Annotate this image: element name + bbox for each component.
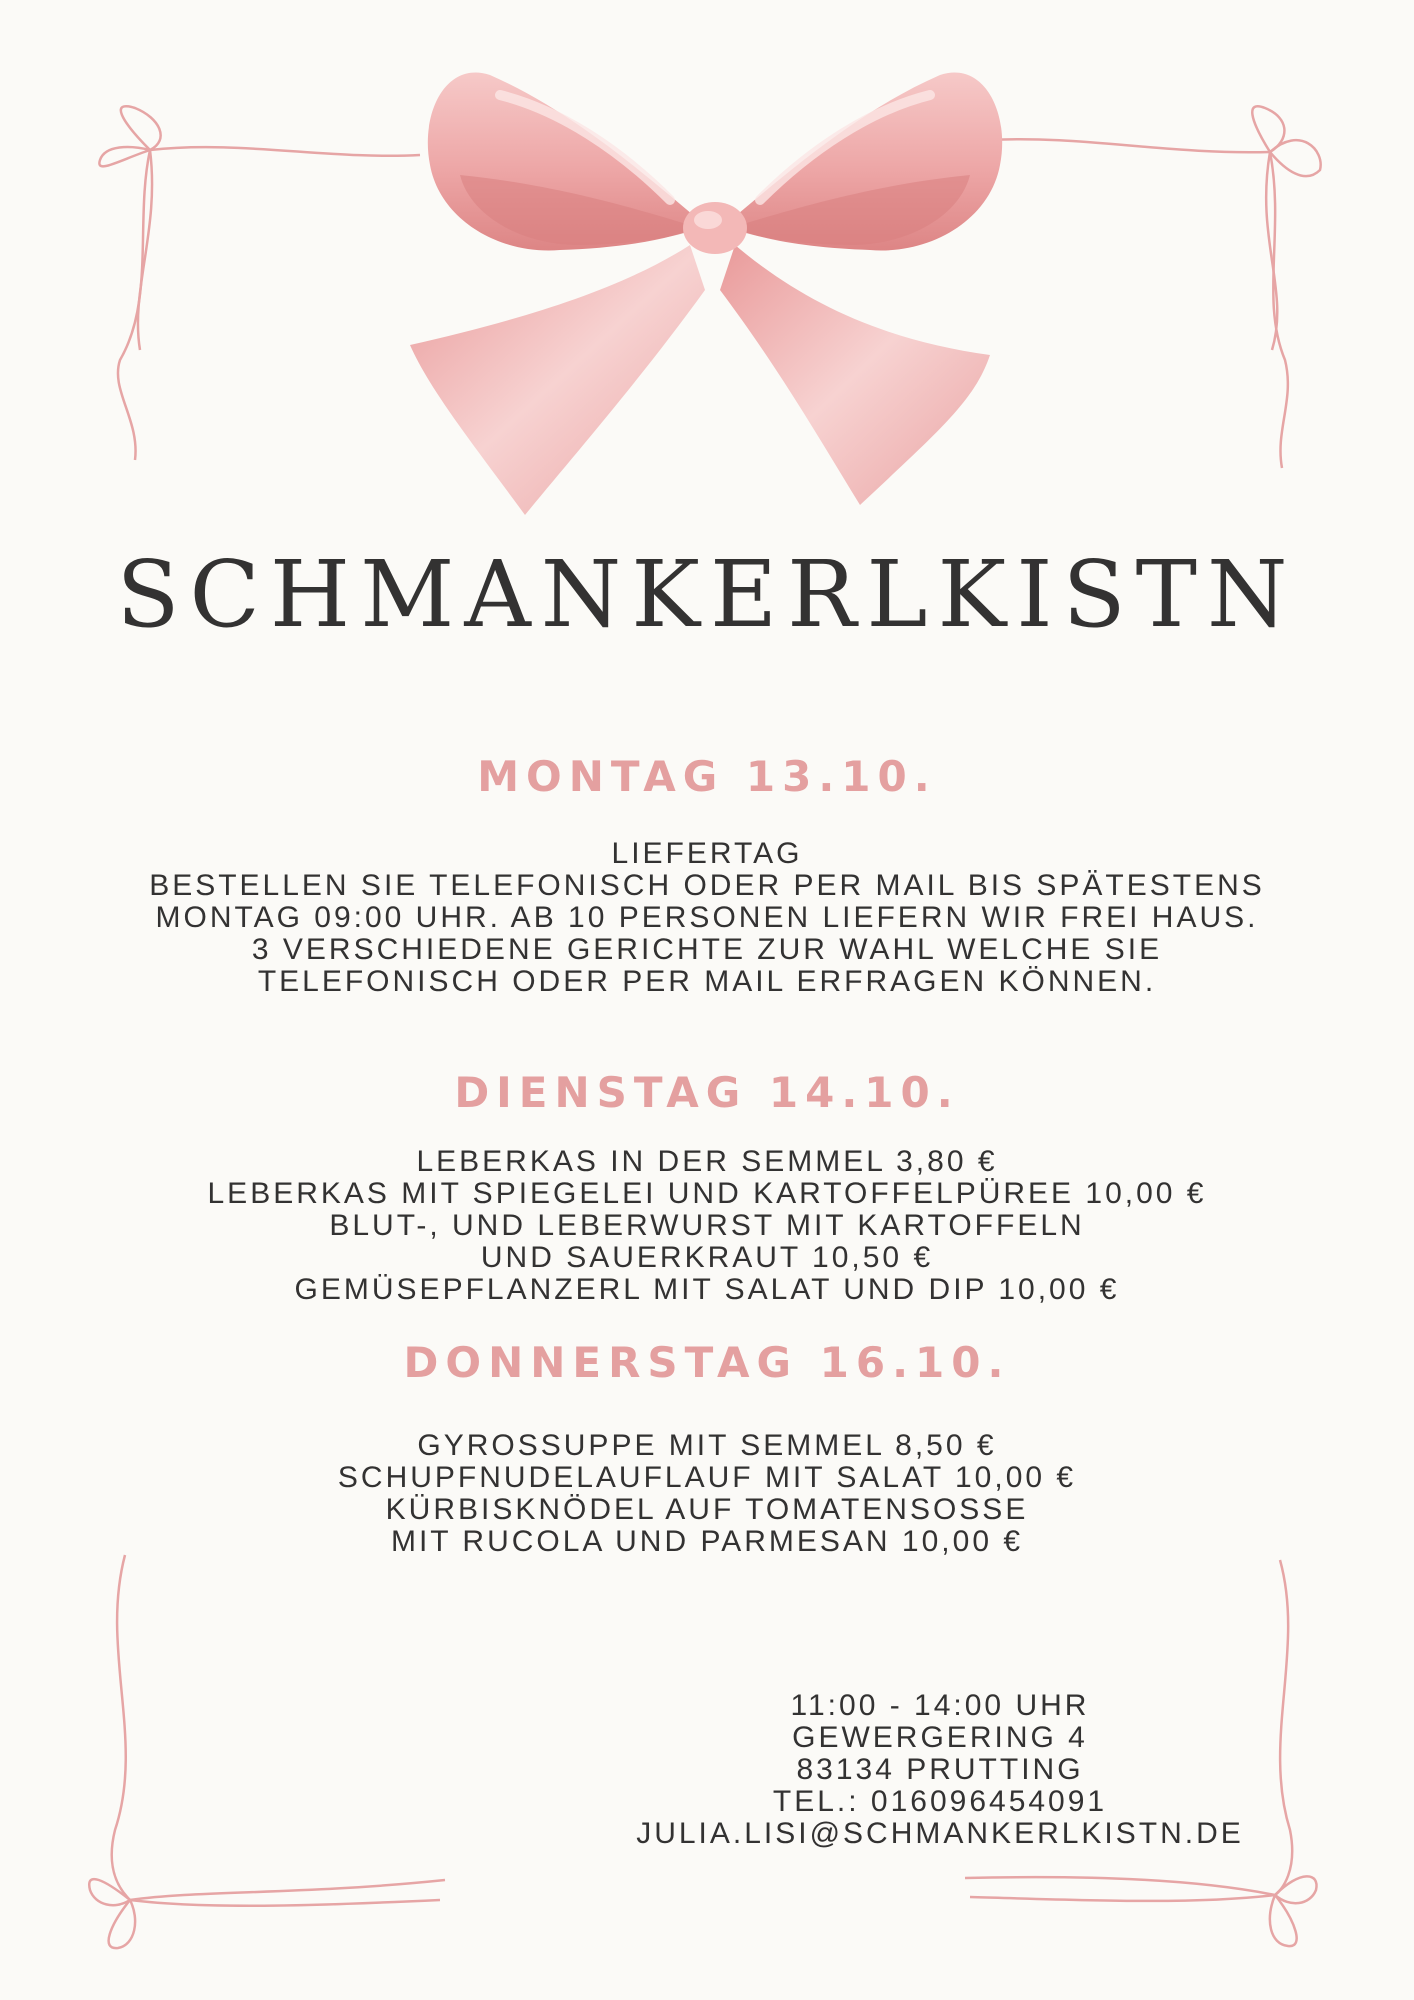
menu-item: SCHUPFNUDELAUFLAUF MIT SALAT 10,00 €	[337, 1461, 1077, 1494]
menu-item: GEMÜSEPFLANZERL MIT SALAT UND DIP 10,00 €	[294, 1273, 1120, 1306]
menu-item: GYROSSUPPE MIT SEMMEL 8,50 €	[417, 1429, 997, 1462]
day-heading-monday: MONTAG 13.10.	[477, 752, 937, 801]
tuesday-menu	[0, 1146, 1414, 1306]
postal-city: 83134 PRUTTING	[796, 1753, 1084, 1786]
monday-line: MONTAG 09:00 UHR. AB 10 PERSONEN LIEFERN WIR FREI HAUS.	[155, 901, 1259, 934]
menu-item: KÜRBISKNÖDEL AUF TOMATENSOSSE	[385, 1493, 1029, 1526]
contact-info	[560, 1690, 1320, 1850]
bow-icon	[410, 72, 1002, 515]
street-address: GEWERGERING 4	[792, 1721, 1088, 1754]
email-address: JULIA.LISI@SCHMANKERLKISTN.DE	[636, 1817, 1244, 1850]
monday-details	[0, 838, 1414, 998]
monday-line: TELEFONISCH ODER PER MAIL ERFRAGEN KÖNNEN.	[257, 965, 1157, 998]
day-heading-tuesday: DIENSTAG 14.10.	[454, 1068, 960, 1117]
thursday-menu	[0, 1430, 1414, 1558]
menu-item: LEBERKAS MIT SPIEGELEI UND KARTOFFELPÜREE 10,00 €	[207, 1177, 1207, 1210]
day-heading-thursday: DONNERSTAG 16.10.	[403, 1338, 1011, 1387]
menu-item: LEBERKAS IN DER SEMMEL 3,80 €	[416, 1145, 998, 1178]
menu-item: BLUT-, UND LEBERWURST MIT KARTOFFELN	[329, 1209, 1085, 1242]
monday-line: 3 VERSCHIEDENE GERICHTE ZUR WAHL WELCHE SIE	[251, 933, 1163, 966]
monday-line: LIEFERTAG	[611, 837, 803, 870]
menu-item: UND SAUERKRAUT 10,50 €	[480, 1241, 934, 1274]
phone-number: TEL.: 016096454091	[772, 1785, 1108, 1818]
top-left-ribbon-icon	[99, 106, 420, 460]
monday-line: BESTELLEN SIE TELEFONISCH ODER PER MAIL BIS SPÄTESTENS	[149, 869, 1265, 902]
menu-item: MIT RUCOLA UND PARMESAN 10,00 €	[390, 1525, 1024, 1558]
bottom-left-ribbon-icon	[89, 1555, 445, 1948]
page-title: SCHMANKERLKISTN	[116, 541, 1298, 648]
opening-hours: 11:00 - 14:00 UHR	[790, 1689, 1090, 1722]
top-right-ribbon-icon	[990, 106, 1321, 468]
